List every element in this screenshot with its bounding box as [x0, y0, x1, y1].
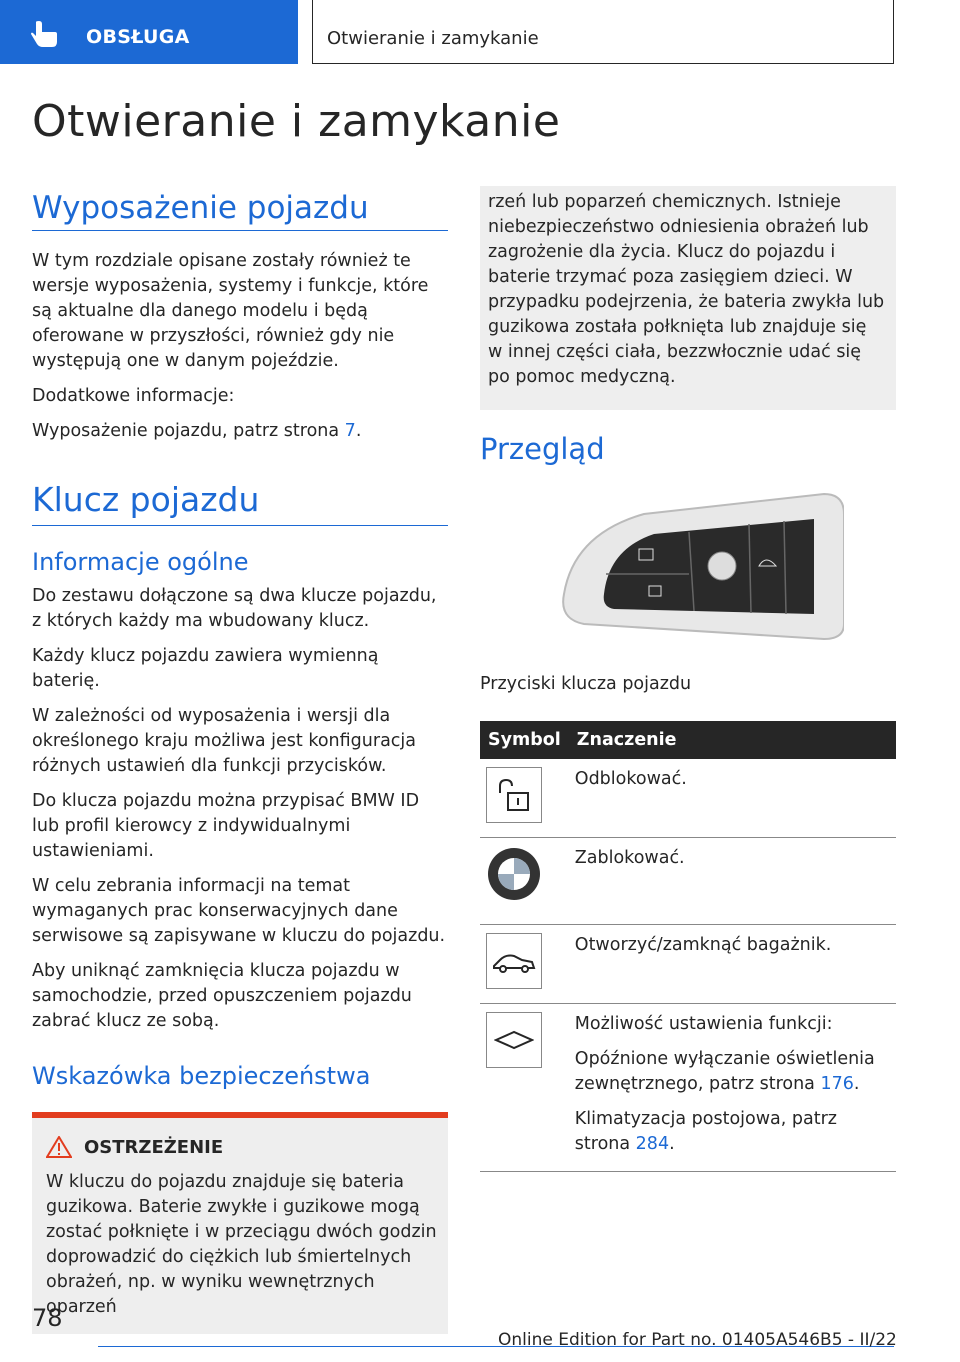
option-parking-climate-text: Klimatyzacja postojowa, patrz strona: [574, 1109, 837, 1154]
warning-box-continued: [480, 186, 896, 410]
warning-text-part2: rzeń lub poparzeń chemicznych. Istnieje niebezpieczeństwo odniesienia obrażeń lub zagrożenie dla życia. Klucz do pojazdu i baterie trzymać poza zasięgiem dzieci. W przypadku podejrzenia, że bateria zwykła lub guzikowa została połknięta lub znajduje się w innej części ciała, bezzwłocznie udać się po pomoc medyczną.: [488, 192, 885, 387]
key-buttons-table: [480, 721, 896, 1172]
option-delayed-lighting: [575, 1047, 890, 1097]
page-link-176[interactable]: 176: [820, 1074, 854, 1094]
column-header-meaning: Znaczenie: [569, 721, 896, 759]
general-info-heading: Informacje ogólne: [32, 548, 249, 576]
section-tab-label: OBSŁUGA: [86, 26, 190, 48]
table-row: [480, 759, 896, 838]
warning-title-label: OSTRZEŻENIE: [84, 1136, 224, 1158]
equipment-reference-text: Wyposażenie pojazdu, patrz strona: [32, 421, 345, 441]
page-link-284[interactable]: 284: [635, 1134, 670, 1154]
function-settings-label: Możliwość ustawienia funkcji:: [574, 1014, 833, 1034]
additional-info-label: Dodatkowe informacje:: [32, 386, 235, 406]
figure-caption: Przyciski klucza pojazdu: [480, 674, 692, 694]
equipment-reference: [32, 419, 448, 444]
general-paragraph-6: Aby uniknąć zamknięcia klucza pojazdu w samochodzie, przed opuszczeniem pojazdu zabrać klucz ze sobą.: [32, 961, 412, 1031]
key-heading: Klucz pojazdu: [32, 480, 260, 519]
table-row: [480, 838, 896, 925]
safety-heading: Wskazówka bezpieczeństwa: [32, 1062, 371, 1090]
table-header-row: [480, 721, 896, 759]
overview-heading: Przegląd: [480, 432, 605, 466]
unlock-icon: [486, 767, 542, 823]
diamond-icon: [486, 1012, 542, 1068]
hand-pointer-icon: [30, 20, 60, 48]
warning-triangle-icon: [46, 1136, 72, 1158]
general-paragraph-1: Do zestawu dołączone są dwa klucze pojazdu, z których każdy ma wbudowany klucz.: [32, 586, 437, 631]
section-tab[interactable]: [0, 0, 298, 64]
symbol-cell: [480, 1004, 569, 1172]
period: .: [853, 1074, 860, 1094]
column-header-symbol: Symbol: [480, 721, 569, 759]
page-title: Otwieranie i zamykanie: [32, 96, 561, 147]
page-link-7[interactable]: 7: [344, 421, 356, 441]
option-parking-climate: [575, 1107, 890, 1157]
warning-box: [32, 1112, 448, 1334]
period: .: [355, 421, 362, 441]
period: .: [669, 1134, 675, 1154]
table-row: [480, 1004, 896, 1172]
general-paragraph-3: W zależności od wyposażenia i wersji dla określonego kraju możliwa jest konfiguracja różnych ustawień dla funkcji przycisków.: [32, 706, 417, 776]
general-paragraph-5: W celu zebrania informacji na temat wymaganych prac konserwacyjnych dane serwisowe są zapisywane w kluczu do pojazdu.: [32, 876, 446, 946]
equipment-paragraph: W tym rozdziale opisane zostały również te wersje wyposażenia, systemy i funkcje, które są aktualne dla danego modelu i będą oferowane w przyszłości, również gdy nie występują one w danym pojeździe.: [32, 251, 429, 371]
right-column: [480, 186, 896, 1172]
option-delayed-lighting-text: Opóźnione wyłączanie oświetlenia zewnętrznego, patrz strona: [574, 1049, 875, 1094]
table-row: [480, 925, 896, 1004]
meaning-cell: [569, 1004, 896, 1172]
breadcrumb: [312, 0, 894, 64]
car-trunk-icon: [486, 933, 542, 989]
meaning-cell: Odblokować.: [569, 759, 896, 838]
warning-title: [46, 1136, 438, 1158]
breadcrumb-label: Otwieranie i zamykanie: [327, 28, 539, 49]
symbol-cell: [480, 759, 569, 838]
symbol-cell: [480, 838, 569, 925]
symbol-cell: [480, 925, 569, 1004]
meaning-cell: Zablokować.: [569, 838, 896, 925]
general-paragraph-2: Każdy klucz pojazdu zawiera wymienną baterię.: [32, 646, 379, 691]
section-equipment: [32, 190, 448, 231]
edition-note: Online Edition for Part no. 01405A546B5 - II/22: [498, 1330, 897, 1350]
general-paragraph-4: Do klucza pojazdu można przypisać BMW ID lub profil kierowcy z indywidualnymi ustawieniami.: [32, 791, 420, 861]
page-number: 78: [32, 1304, 63, 1332]
equipment-heading: Wyposażenie pojazdu: [32, 190, 369, 226]
bmw-logo-icon: [486, 846, 542, 902]
meaning-cell: Otworzyć/zamknąć bagażnik.: [569, 925, 896, 1004]
left-column: [32, 190, 448, 1334]
warning-text-part1: W kluczu do pojazdu znajduje się bateria guzikowa. Baterie zwykłe i guzikowe mogą zostać połknięte i w przeciągu dwóch godzin doprowadzić do ciężkich lub śmiertelnych obrażeń, np. w wyniku wewnętrznych oparzeń: [46, 1172, 437, 1317]
car-key-image: [544, 474, 844, 654]
section-key: [32, 480, 448, 526]
